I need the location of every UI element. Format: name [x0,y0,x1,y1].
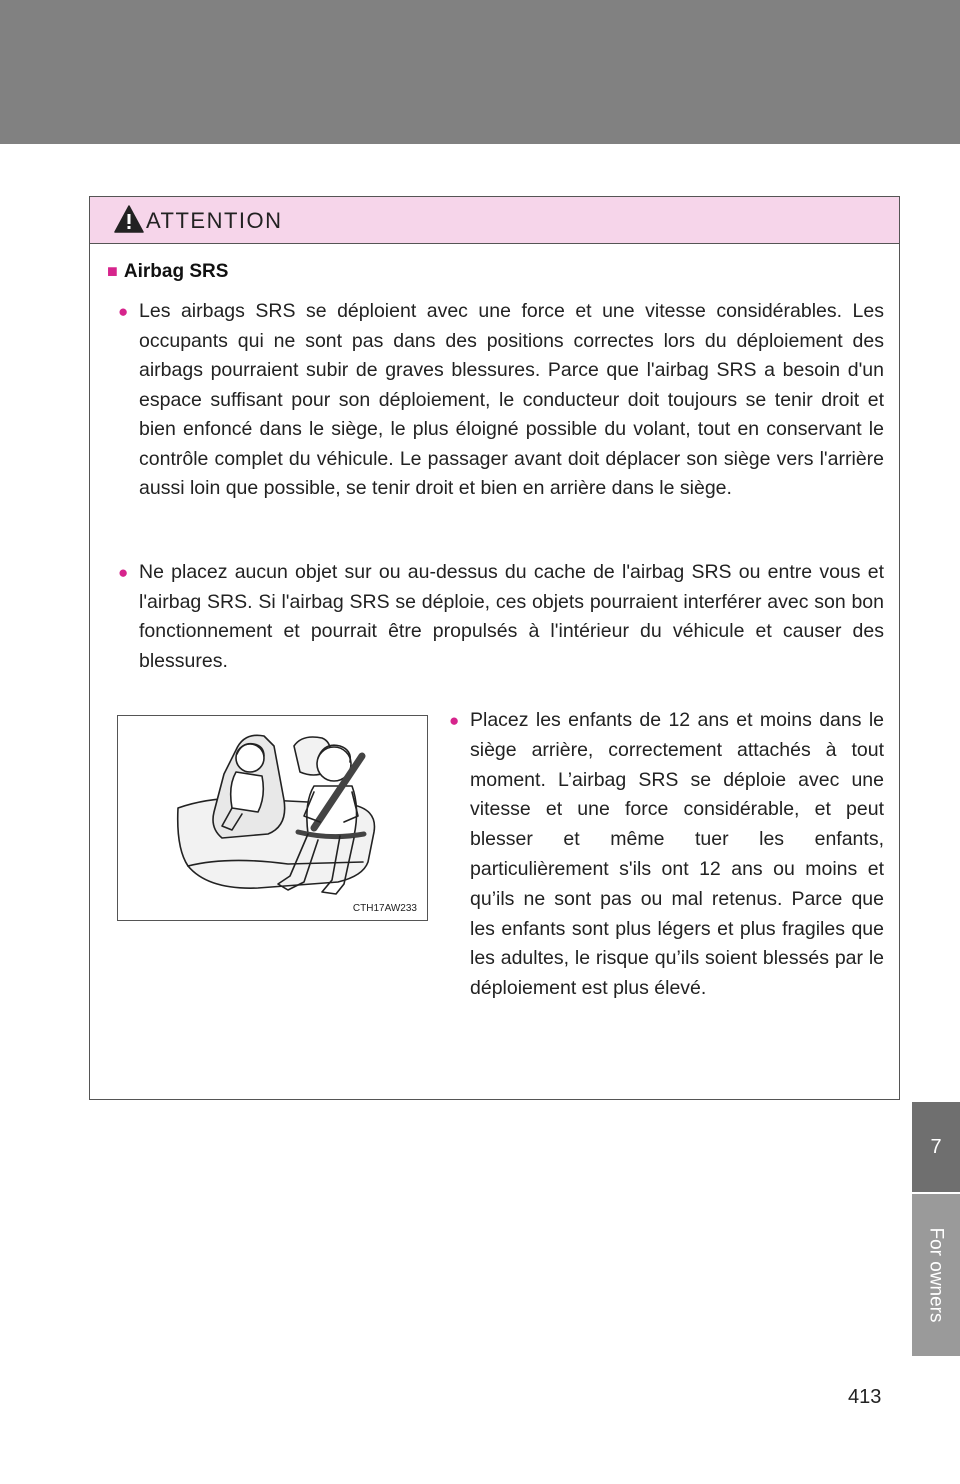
page-number: 413 [848,1386,882,1408]
bullet-item [118,297,884,504]
square-bullet-icon: ■ [107,261,118,281]
warning-triangle-icon [114,205,144,233]
circle-bullet-icon: ● [118,563,129,582]
section-heading-text: Airbag SRS [123,261,229,282]
caution-box [89,196,900,1100]
chapter-tab-number [912,1102,960,1192]
section-heading [107,261,228,283]
bullet-item [449,706,884,1004]
bullet-text: Les airbags SRS se déploient avec une force et une vitesse considérables. Les occupants qui ne sont pas dans des positions correctes lors du déploiement des airbags pourraient subir de graves blessures. Parce que l'airbag SRS a besoin d'un espace suffisant pour son déploiement, le conducteur doit toujours se tenir droit et bien enfoncé dans le siège, le plus éloigné possible du volant, tout en conservant le contrôle complet du véhicule. Le passager avant doit déplacer son siège vers l'arrière aussi loin que possible, se tenir droit et bien en arrière dans le siège. [139,300,884,499]
chapter-number: 7 [930,1135,942,1158]
top-band [0,0,960,144]
circle-bullet-icon: ● [118,302,129,321]
bullet-text: Placez les enfants de 12 ans et moins dans le siège arrière, correctement attachés à tout moment. L’airbag SRS se déploie avec une vitesse et une force considérable, et peut blesser et même tuer les enfants, particulièrement s'ils ont 12 ans ou moins et qu’ils ne sont pas ou mal retenus. Parce que les enfants sont plus légers et plus fragiles que les adultes, le risque qu’ils soient blessés par le déploiement est plus élevé. [470,709,884,1000]
chapter-tab-title [912,1194,960,1356]
figure-code: CTH17AW233 [352,903,417,914]
chapter-title: For owners [926,1227,947,1323]
caution-header [90,197,899,244]
child-seat-illustration [117,715,428,921]
bullet-item [118,558,884,676]
caution-title: ATTENTION [146,208,283,233]
circle-bullet-icon: ● [449,711,460,730]
bullet-text: Ne placez aucun objet sur ou au-dessus du cache de l'airbag SRS ou entre vous et l'airbag SRS. Si l'airbag SRS se déploie, ces objets pourraient interférer avec son bon fonctionnement et pourrait être propulsés à l'intérieur du véhicule et causer des blessures. [139,561,884,672]
children-in-seats-drawing [118,716,427,920]
